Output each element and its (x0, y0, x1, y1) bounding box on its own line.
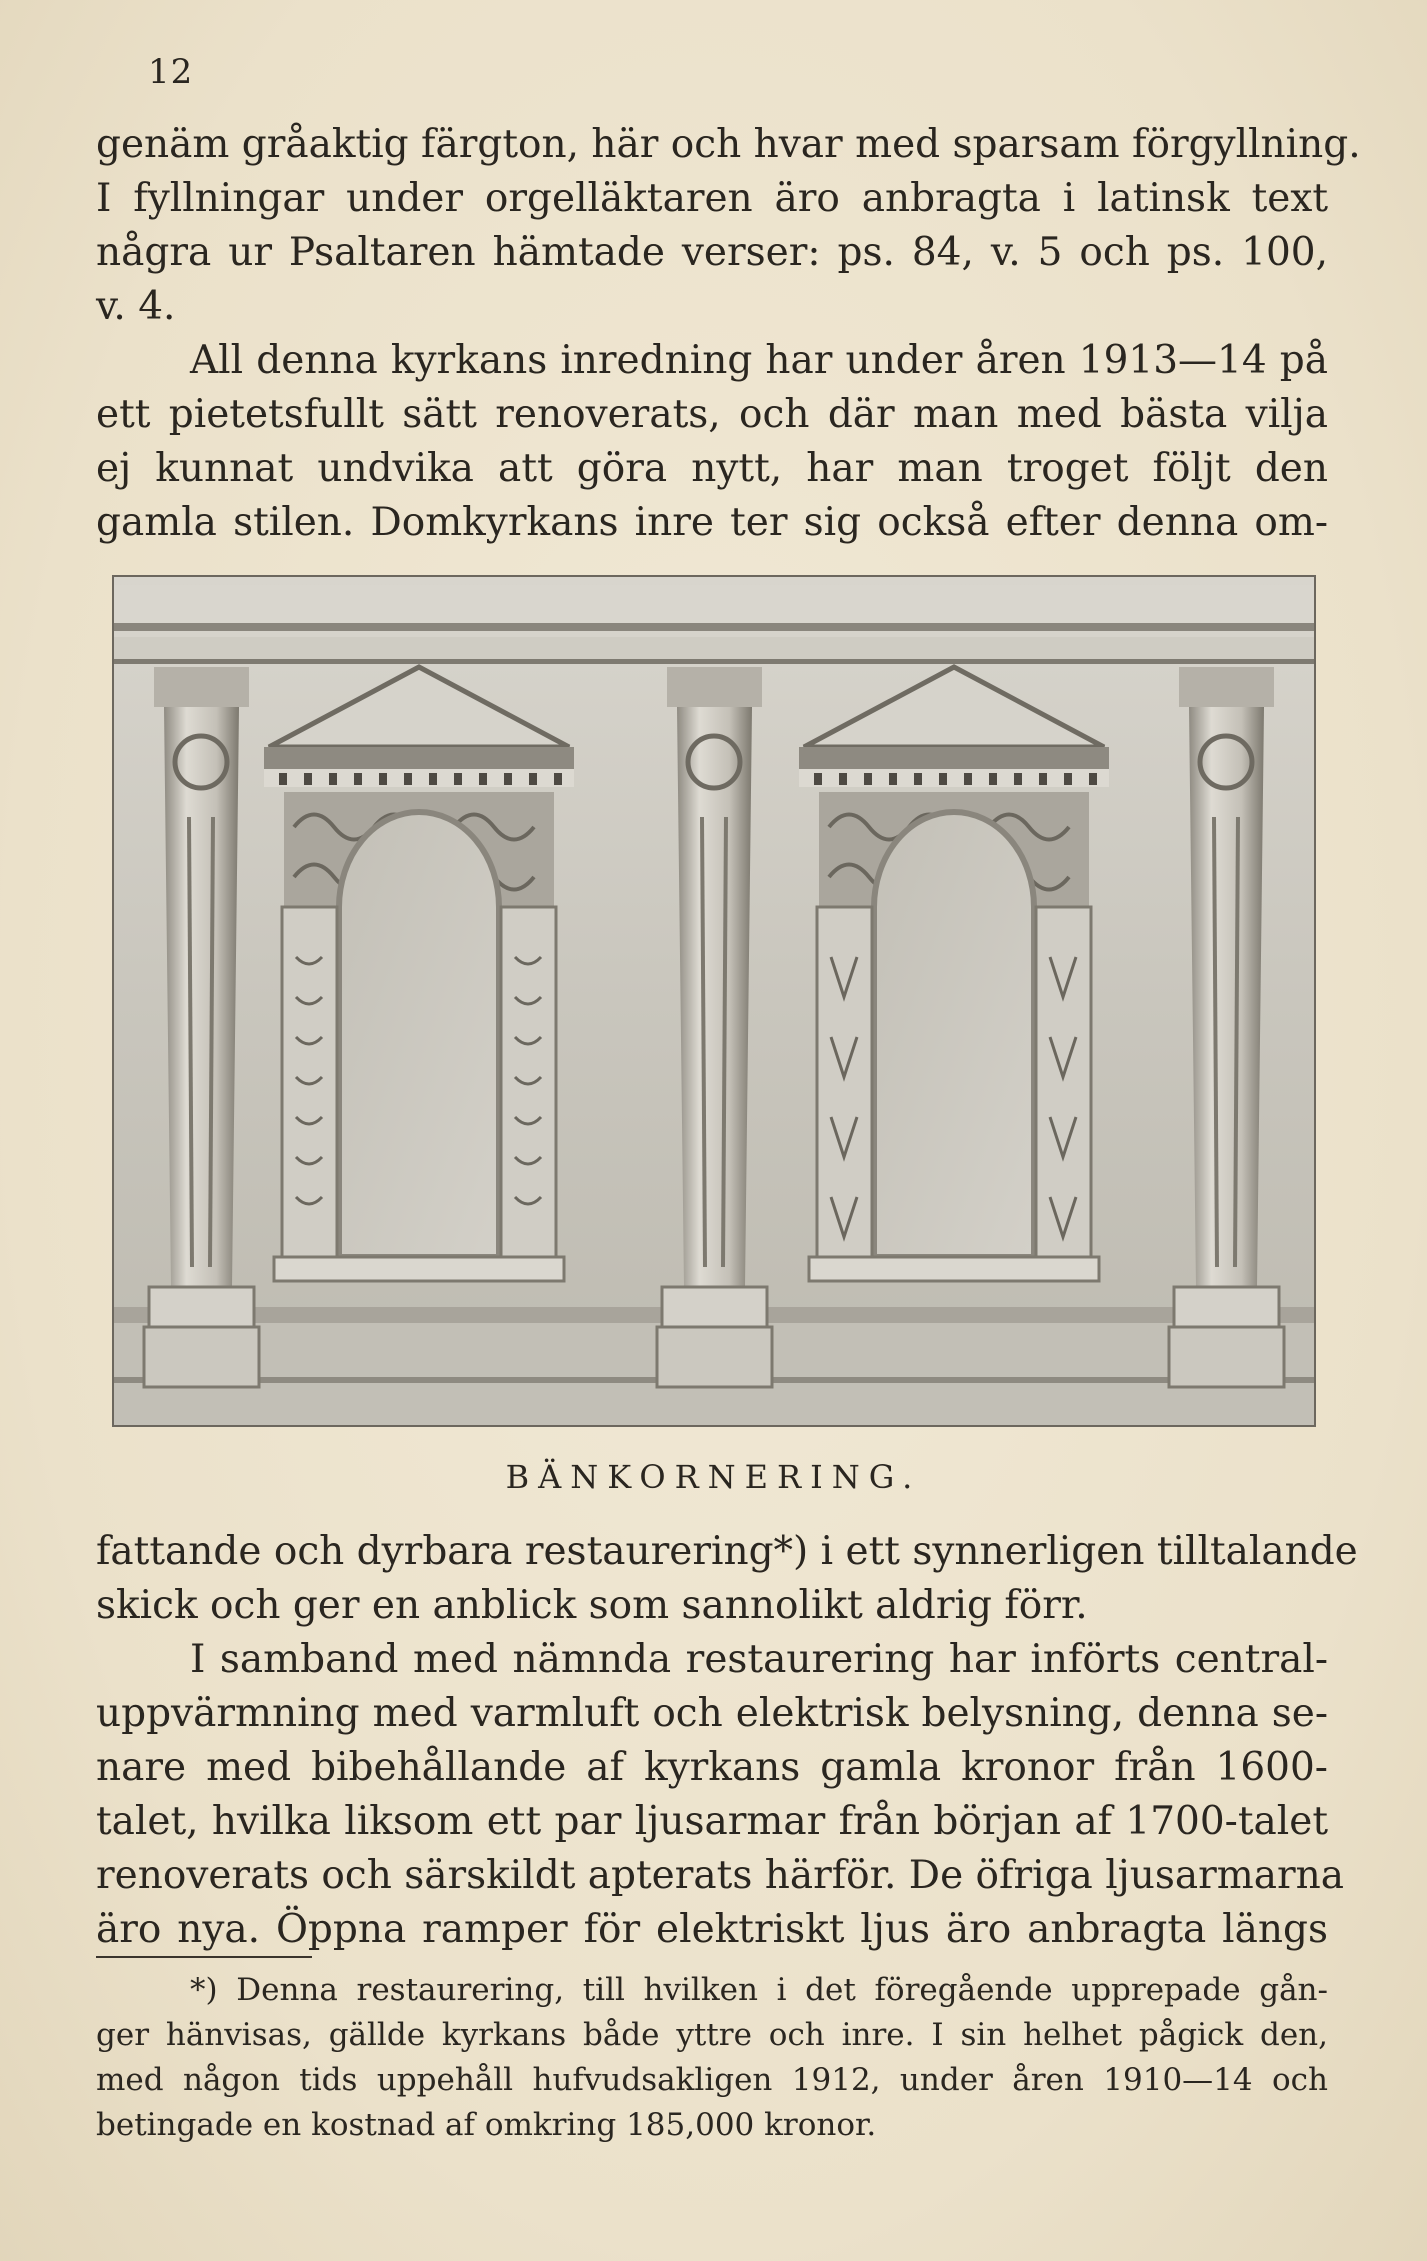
text-line: renoverats och särskildt apterats härför. De öfriga ljusarmarna (96, 1853, 1345, 1898)
text-line: några ur Psaltaren hämtade verser: ps. 84, v. 5 och ps. 100, (96, 230, 1328, 275)
footnote-line: *) Denna restaurering, till hvilken i det föregående upprepade gån- (190, 1972, 1328, 2008)
text-line: I samband med nämnda restaurering har införts central- (190, 1637, 1328, 1682)
footnote-line: betingade en kostnad af omkring 185,000 kronor. (96, 2107, 877, 2143)
page-number: 12 (148, 52, 194, 92)
text-line: talet, hvilka liksom ett par ljusarmar från början af 1700-talet (96, 1799, 1328, 1844)
footnote (96, 1968, 1328, 2148)
text-line: äro nya. Öppna ramper för elektriskt ljus äro anbragta längs (96, 1907, 1328, 1952)
text-line: uppvärmning med varmluft och elektrisk belysning, denna se- (96, 1691, 1328, 1736)
text-line: I fyllningar under orgelläktaren äro anbragta i latinsk text (96, 176, 1328, 221)
text-line: All denna kyrkans inredning har under åren 1913—14 på (190, 338, 1328, 383)
text-line: nare med bibehållande af kyrkans gamla kronor från 1600- (96, 1745, 1328, 1790)
text-line: ett pietetsfullt sätt renoverats, och där man med bästa vilja (96, 392, 1328, 437)
text-line: ej kunnat undvika att göra nytt, har man troget följt den (96, 446, 1328, 491)
text-line: fattande och dyrbara restaurering*) i ett synnerligen tilltalande (96, 1529, 1358, 1574)
text-line: genäm gråaktig färgton, här och hvar med sparsam förgyllning. (96, 122, 1361, 167)
arch-panel-right (799, 667, 1109, 1281)
figure-caption: BÄNKORNERING. (505, 1458, 922, 1496)
footnote-divider (96, 1956, 312, 1958)
body-text-bottom (96, 1525, 1358, 1957)
text-line: v. 4. (96, 284, 176, 329)
text-line: skick och ger en anblick som sannolikt aldrig förr. (96, 1583, 1088, 1628)
footnote-line: ger hänvisas, gällde kyrkans både yttre och inre. I sin helhet pågick den, (96, 2017, 1328, 2053)
footnote-line: med någon tids uppehåll hufvudsakligen 1912, under åren 1910—14 och (96, 2062, 1328, 2098)
pew-ornament-photo (112, 575, 1316, 1427)
body-text-top (96, 118, 1361, 550)
text-line: gamla stilen. Domkyrkans inre ter sig också efter denna om- (96, 500, 1328, 545)
arch-panel-left (264, 667, 574, 1281)
